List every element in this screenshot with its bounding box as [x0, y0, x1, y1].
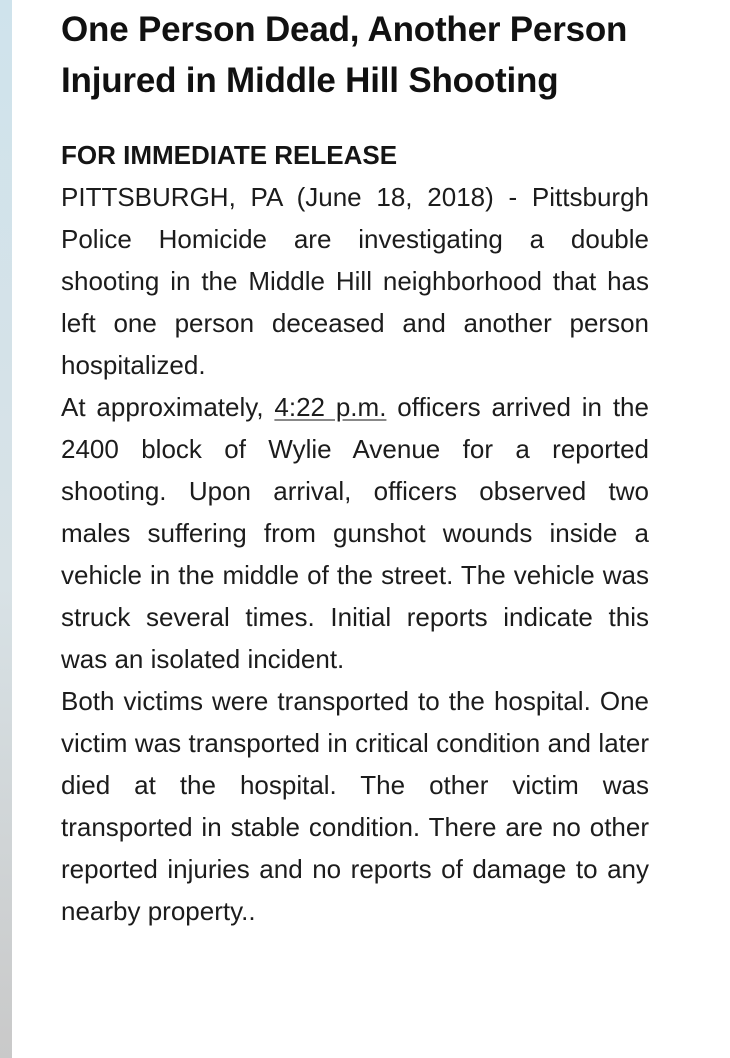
release-label: FOR IMMEDIATE RELEASE: [61, 140, 398, 170]
paragraph-response-lead: At approximately,: [61, 392, 275, 422]
paragraph-intro: PITTSBURGH, PA (June 18, 2018) - Pittsburgh Police Homicide are investigating a double shooting in the Middle Hill neighborhood that has left one person deceased and another person hospitalized.: [61, 182, 649, 380]
press-release: [61, 0, 649, 932]
headline: One Person Dead, Another Person Injured in Middle Hill Shooting: [61, 10, 628, 100]
paragraph-response: [61, 386, 649, 680]
time-link[interactable]: 4:22 p.m.: [274, 392, 387, 422]
left-edge-strip: [0, 0, 12, 1058]
paragraph-response-body: officers arrived in the 2400 block of Wylie Avenue for a reported shooting. Upon arrival, officers observed two males suffering from gunshot wounds inside a vehicle in the middle of the street. The vehicle was struck several times. Initial reports indicate this was an isolated incident.: [61, 392, 649, 674]
paragraph-victims: Both victims were transported to the hospital. One victim was transported in critical condition and later died at the hospital. The other victim was transported in stable condition. There are no other reported injuries and no reports of damage to any nearby property..: [61, 686, 649, 926]
